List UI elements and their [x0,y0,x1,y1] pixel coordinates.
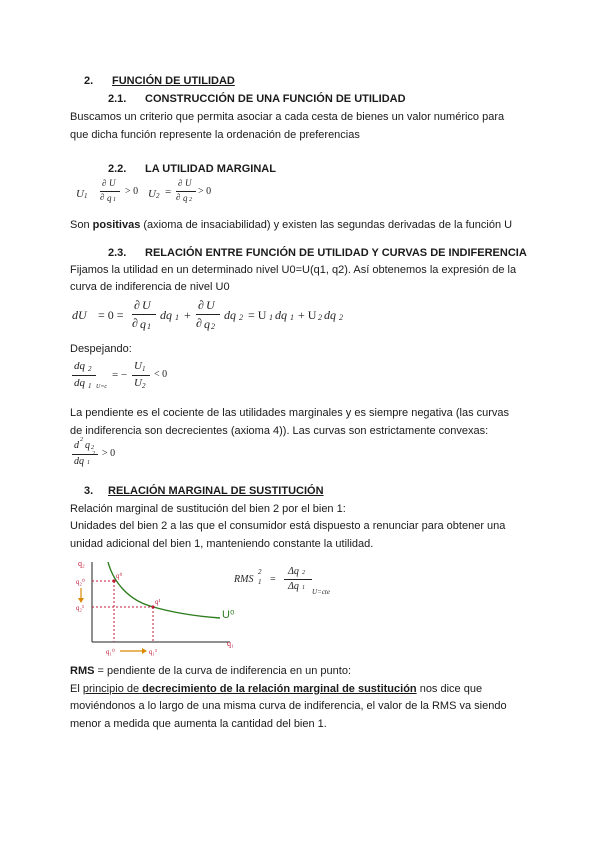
dq: dq [74,377,85,389]
plus-u: + U [298,308,317,322]
q1-label: q¹ [155,598,161,606]
gt-zero: > 0 [198,186,212,197]
q: q [204,317,210,331]
sup-two: 2 [92,451,95,457]
subsection-title: LA UTILIDAD MARGINAL [145,163,276,175]
q0-label: q⁰ [116,572,123,580]
paragraph-line: Despejando: [70,343,132,355]
u1: U [76,188,84,200]
subsection-number: 2.1. [108,93,127,105]
section-title: FUNCIÓN DE UTILIDAD [112,75,235,87]
rms-sub: 1 [258,578,262,586]
indifference-curve [108,562,220,618]
dq: dq [224,308,236,322]
slope-formula [72,360,182,396]
sup-two: 2 [80,437,83,443]
sub-two: 2 [91,445,94,451]
sub-one: 1 [88,382,92,390]
partial-u: U [109,178,116,188]
sub-two: 2 [88,365,92,373]
sub-one: 1 [113,197,116,203]
partial-u: U [142,298,151,312]
sub-one: 1 [87,460,90,466]
partial-sym: ∂ [178,178,183,188]
u1-sub: 1 [84,192,88,200]
u2: U [148,188,156,200]
level-set: U=c [96,384,108,390]
paragraph-line: RMS = pendiente de la curva de indiferencia en un punto: [70,665,352,677]
paragraph-line: Fijamos la utilidad en un determinado nivel U0=U(q1, q2). Así obtenemos la expresión de la [70,264,517,276]
sub-two: 2 [239,313,243,322]
level-set: U=cte [312,588,330,596]
u2-sub: 2 [156,192,160,200]
equals: = [165,186,172,198]
sub-two: 2 [339,313,343,322]
delta-q1: Δq [288,581,299,592]
sub-one: 1 [147,322,151,331]
u2: U [134,377,142,389]
q: q [140,317,146,331]
paragraph-line: moviéndonos a lo largo de una misma curva de indiferencia, el valor de la RMS va siendo [70,700,507,712]
sub-two: 2 [211,322,215,331]
paragraph-line: Buscamos un criterio que permita asociar a cada cesta de bienes un valor numérico para [70,111,505,123]
marginal-utility-formula [70,178,210,208]
sub-one: 1 [175,313,179,322]
subsection-number: 2.2. [108,163,127,175]
paragraph-line: Unidades del bien 2 a las que el consumidor está dispuesto a renunciar para obtener una [70,520,506,532]
y0-label: q₂⁰ [76,578,85,586]
rms-formula [234,566,354,602]
sub-two: 2 [302,570,305,576]
partial-sym: ∂ [196,316,202,330]
sub-one: 1 [302,585,305,591]
curve-label: U⁰ [222,609,235,621]
partial-sym: ∂ [176,192,181,202]
y-axis-label: q₂ [78,559,85,568]
gt-zero: > 0 [102,448,116,459]
subsection-number: 2.3. [108,247,127,259]
du: dU [72,308,87,322]
x-axis-label: q₁ [227,639,234,648]
x1-label: q₁¹ [149,648,158,656]
sub-two: 2 [189,197,192,203]
subsection-title: RELACIÓN ENTRE FUNCIÓN DE UTILIDAD Y CURVAS DE INDIFERENCIA [145,247,527,259]
dq: dq [275,308,287,322]
lt-zero: < 0 [154,369,168,380]
partial-sym: ∂ [198,298,204,312]
u1-sub: 1 [142,365,146,373]
section-title: RELACIÓN MARGINAL DE SUSTITUCIÓN [108,485,324,497]
dq: dq [324,308,336,322]
paragraph-line: que dicha función represente la ordenación de preferencias [70,129,360,141]
rms-sup: 2 [258,568,262,576]
paragraph-line: unidad adicional del bien 1, manteniendo constante la utilidad. [70,538,374,550]
dq: dq [74,456,84,467]
partial-sym: ∂ [132,316,138,330]
partial-sym: ∂ [100,192,105,202]
u1: U [134,360,142,372]
q: q [107,193,112,203]
plus: + [184,308,191,322]
down-arrow-head [78,598,84,603]
delta-q2: Δq [288,566,299,577]
section-number: 2. [84,75,94,87]
convexity-formula [72,437,152,474]
equals: = [270,574,276,585]
q: q [183,193,188,203]
sub-two: 2 [318,313,322,322]
partial-u: U [206,298,215,312]
rms: RMS [234,574,254,585]
paragraph-line: Son positivas (axioma de insaciabilidad) y existen las segundas derivadas de la función U [70,219,513,231]
subsection-title: CONSTRUCCIÓN DE UNA FUNCIÓN DE UTILIDAD [145,93,406,105]
equals-zero: = 0 = [98,308,124,322]
right-arrow-head [142,648,147,654]
u2-sub: 2 [142,382,146,390]
q: q [85,440,90,451]
equals-u: = U [248,308,267,322]
paragraph-line: La pendiente es el cociente de las utilidades marginales y es siempre negativa (las curvas [70,407,510,419]
paragraph-line: de indiferencia son decrecientes (axioma 4)). Las curvas son estrictamente convexas: [70,425,489,437]
partial-u: U [185,178,192,188]
x0-label: q₁⁰ [106,648,115,656]
partial-sym: ∂ [102,178,107,188]
total-differential-formula [72,298,362,334]
d: d [74,440,79,451]
partial-sym: ∂ [134,298,140,312]
dq: dq [74,360,85,372]
sub-one: 1 [269,313,273,322]
dq: dq [160,308,172,322]
y1-label: q₂¹ [76,604,85,612]
paragraph-line: menor a medida que aumenta la cantidad del bien 1. [70,718,327,730]
section-number: 3. [84,485,94,497]
equals-minus: = − [112,369,128,381]
paragraph-line: Relación marginal de sustitución del bien 2 por el bien 1: [70,503,346,515]
gt-zero: > 0 [125,186,139,197]
paragraph-line: curva de indiferencia de nivel U0 [70,281,230,293]
paragraph-line: El principio de decrecimiento de la relación marginal de sustitución nos dice que [70,683,483,695]
indifference-curve-diagram [70,556,240,658]
sub-one: 1 [290,313,294,322]
